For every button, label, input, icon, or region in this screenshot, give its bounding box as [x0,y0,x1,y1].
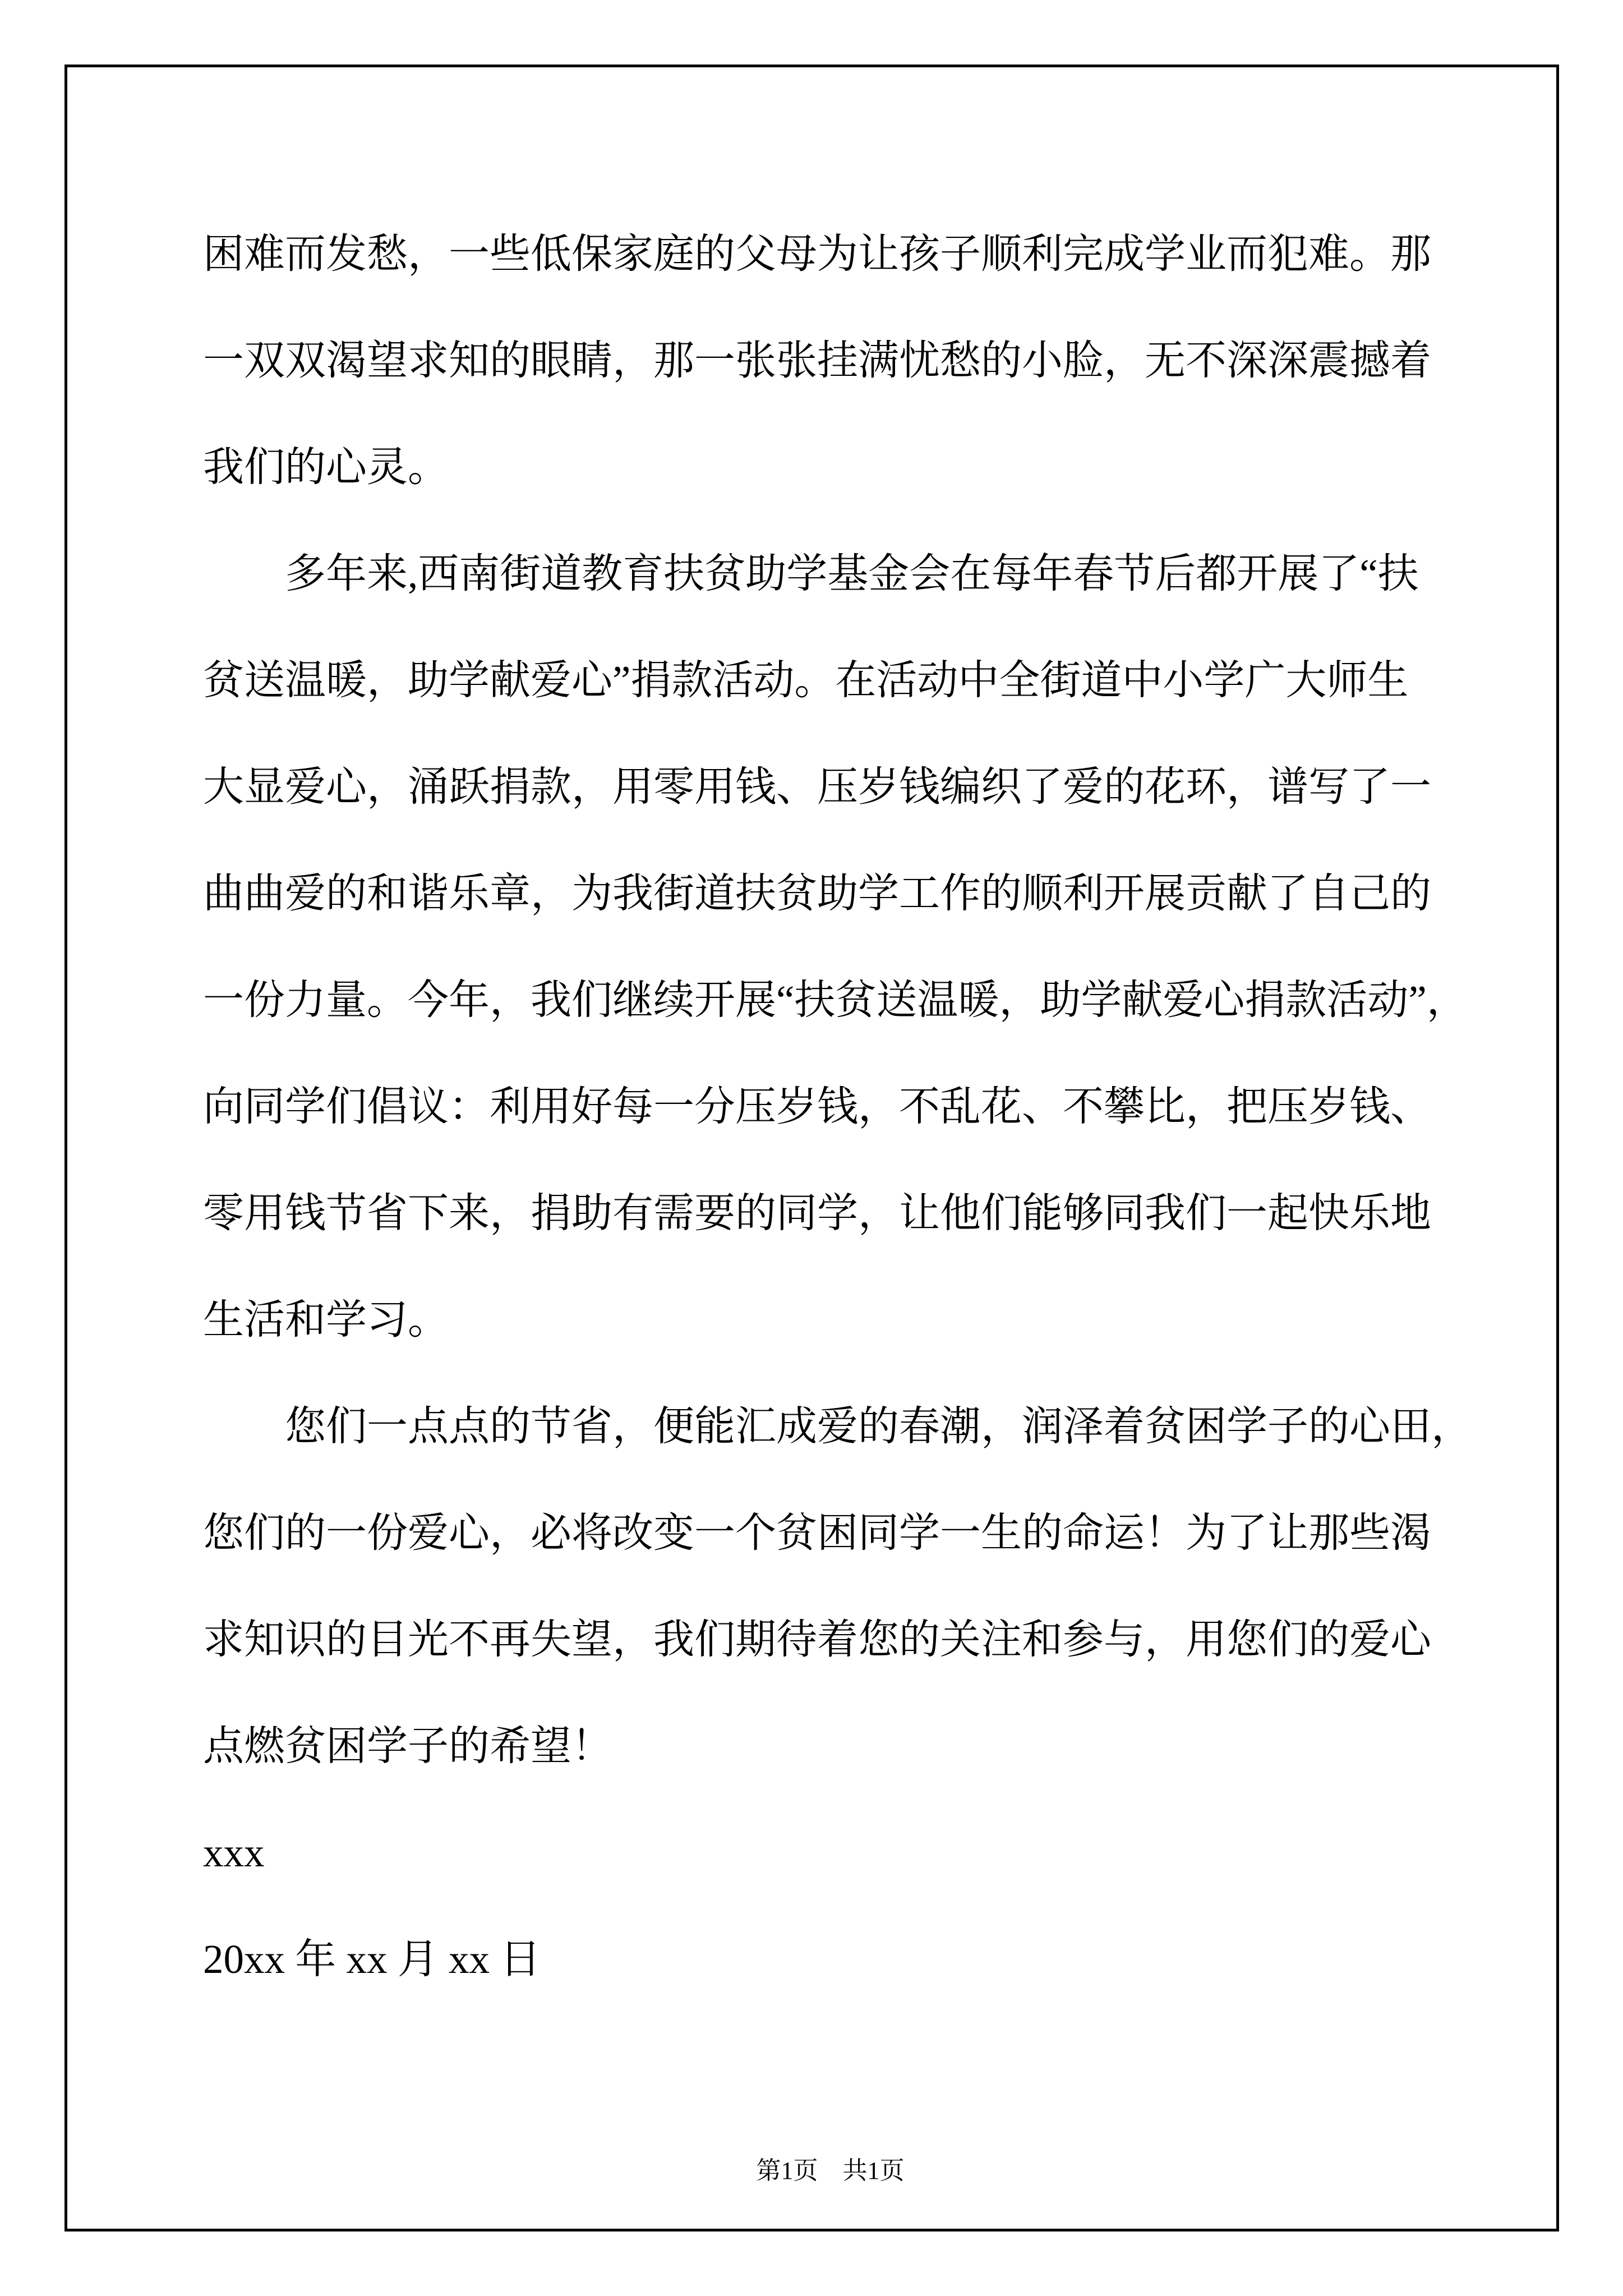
signature: xxx [203,1830,265,1875]
page-border-frame [64,65,1559,2231]
body-line: 点燃贫困学子的希望！ [203,1723,612,1769]
body-line: 生活和学习。 [203,1297,449,1342]
body-line: 求知识的目光不再失望，我们期待着您的关注和参与，用您们的爱心 [203,1617,1431,1662]
date-line: 20xx 年 xx 月 xx 日 [203,1936,541,1982]
body-line: 您们一点点的节省，便能汇成爱的春潮，润泽着贫困学子的心田， [285,1404,1472,1449]
body-line: 您们的一份爱心，必将改变一个贫困同学一生的命运！为了让那些渴 [203,1510,1431,1556]
body-line: 我们的心灵。 [203,444,449,490]
body-line: 困难而发愁，一些低保家庭的父母为让孩子顺利完成学业而犯难。那 [203,231,1431,277]
body-line: 一份力量。今年，我们继续开展“扶贫送温暖，助学献爱心捐款活动”， [203,977,1468,1023]
body-line: 零用钱节省下来，捐助有需要的同学，让他们能够同我们一起快乐地 [203,1190,1431,1236]
body-line: 曲曲爱的和谐乐章，为我街道扶贫助学工作的顺利开展贡献了自己的 [203,871,1431,916]
body-line: 一双双渴望求知的眼睛，那一张张挂满忧愁的小脸，无不深深震撼着 [203,338,1431,383]
body-line: 向同学们倡议：利用好每一分压岁钱，不乱花、不攀比，把压岁钱、 [203,1084,1431,1129]
page-footer [67,2127,1556,2215]
body-line: 贫送温暖，助学献爱心”捐款活动。在活动中全街道中小学广大师生 [203,657,1409,703]
body-line: 多年来,西南街道教育扶贫助学基金会在每年春节后都开展了“扶 [285,551,1419,596]
page-number-text: 第1页 共1页 [756,2157,905,2184]
body-line: 大显爱心，涌跃捐款，用零用钱、压岁钱编织了爱的花环，谱写了一 [203,764,1431,809]
document-body [203,201,1476,2013]
